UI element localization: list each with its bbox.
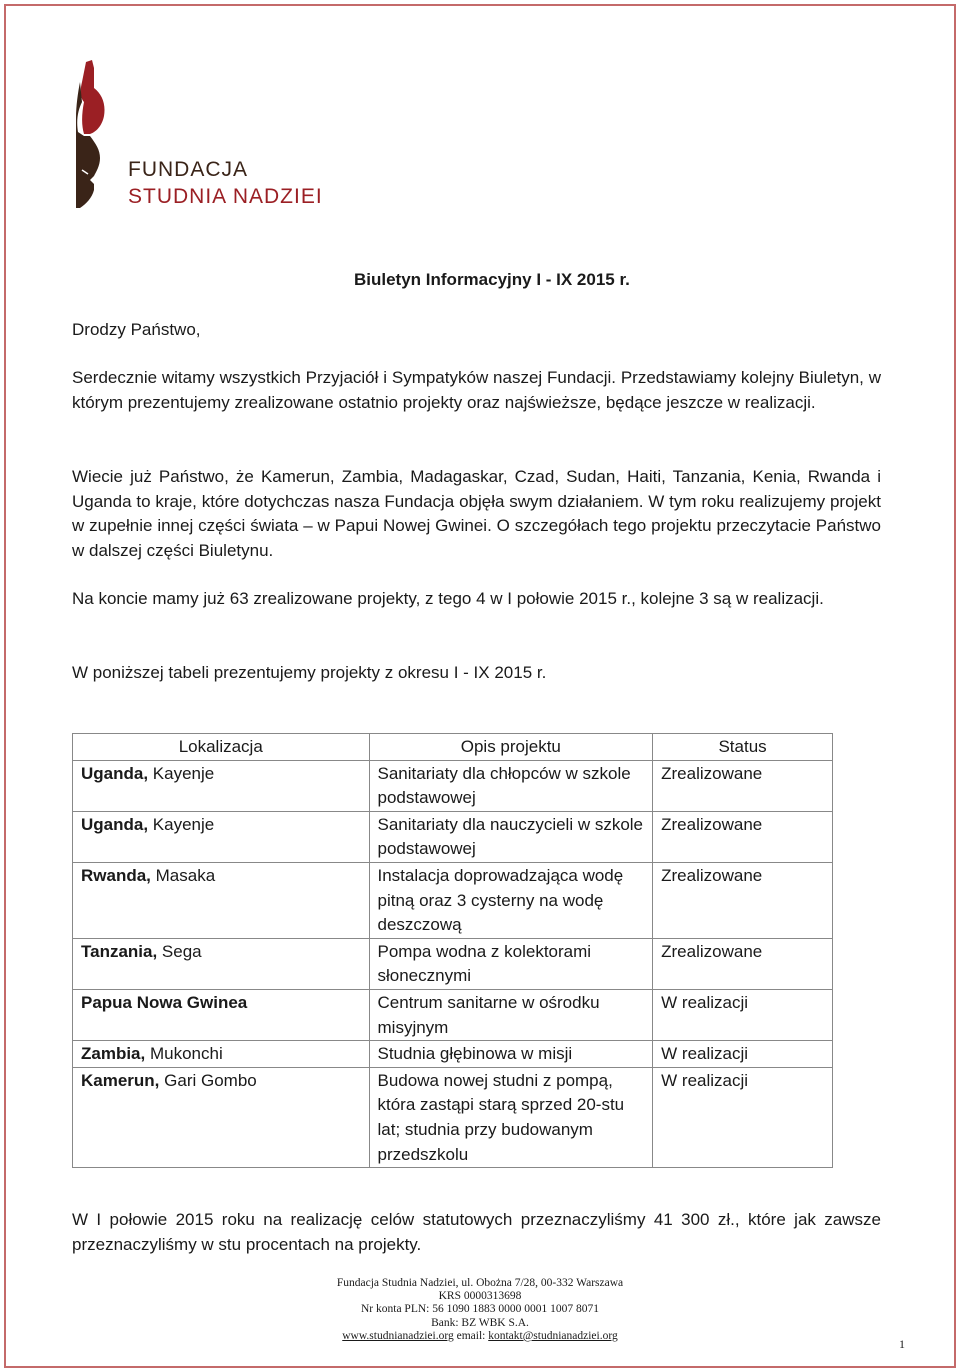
country: Kamerun, <box>81 1070 160 1090</box>
footer-krs: KRS 0000313698 <box>438 1290 522 1303</box>
table-row <box>73 1067 833 1167</box>
country: Papua Nowa Gwinea <box>81 992 248 1012</box>
logo-text-line1: FUNDACJA <box>128 158 249 181</box>
table-row <box>73 989 833 1040</box>
greeting: Drodzy Państwo, <box>72 320 201 339</box>
cell-status: W realizacji <box>653 1041 833 1068</box>
cell-description: Budowa nowej studni z pompą, która zastąpi starą sprzed 20-stu lat; studnia przy budowanym przedszkolu <box>369 1067 653 1167</box>
cell-status: Zrealizowane <box>653 811 833 862</box>
cell-description: Studnia głębinowa w misji <box>369 1041 653 1068</box>
cell-location <box>73 938 370 989</box>
document-title: Biuletyn Informacyjny I - IX 2015 r. <box>354 270 630 289</box>
cell-location <box>73 989 370 1040</box>
cell-description: Sanitariaty dla chłopców w szkole podstawowej <box>369 760 653 811</box>
header-description: Opis projektu <box>369 734 653 761</box>
table-row <box>73 938 833 989</box>
country: Tanzania, <box>81 941 158 961</box>
cell-description: Sanitariaty dla nauczycieli w szkole podstawowej <box>369 811 653 862</box>
page-number: 1 <box>899 1337 905 1351</box>
header-status: Status <box>653 734 833 761</box>
projects-table <box>72 733 833 1168</box>
cell-status: W realizacji <box>653 1067 833 1167</box>
website-link[interactable]: www.studnianadziei.org <box>342 1329 454 1342</box>
foundation-logo <box>72 58 332 218</box>
table-row <box>73 1041 833 1068</box>
country: Rwanda, <box>81 865 151 885</box>
paragraph-intro: Serdecznie witamy wszystkich Przyjaciół i Sympatyków naszej Fundacji. Przedstawiamy kolejny Biuletyn, w którym prezentujemy zrealizowane ostatnio projekty oraz najświeższe, będące jeszcze w realizacji. <box>72 368 881 412</box>
footer-contact <box>280 1330 680 1343</box>
cell-status: Zrealizowane <box>653 938 833 989</box>
place: Gari Gombo <box>159 1070 257 1090</box>
place: Kayenje <box>148 763 215 783</box>
paragraph-project-count: Na koncie mamy już 63 zrealizowane projekty, z tego 4 w I połowie 2015 r., kolejne 3 są w realizacji. <box>72 589 824 608</box>
country: Uganda, <box>81 763 149 783</box>
cell-location <box>73 862 370 938</box>
country: Uganda, <box>81 814 149 834</box>
cell-location <box>73 811 370 862</box>
country: Zambia, <box>81 1044 146 1064</box>
footer-bank-account: Nr konta PLN: 56 1090 1883 0000 0001 1007 8071 <box>361 1303 599 1316</box>
place: Sega <box>157 941 202 961</box>
paragraph-funds: W I połowie 2015 roku na realizację celów statutowych przeznaczyliśmy 41 300 zł., które jak zawsze przeznaczyliśmy w stu procentach na projekty. <box>72 1210 881 1254</box>
paragraph-table-intro: W poniższej tabeli prezentujemy projekty z okresu I - IX 2015 r. <box>72 663 547 682</box>
cell-status: Zrealizowane <box>653 862 833 938</box>
footer-bank-name: Bank: BZ WBK S.A. <box>431 1316 529 1329</box>
header-location: Lokalizacja <box>73 734 370 761</box>
cell-location <box>73 760 370 811</box>
table-row <box>73 811 833 862</box>
table-header-row <box>73 734 833 761</box>
table-row <box>73 760 833 811</box>
logo-text-line2: STUDNIA NADZIEI <box>128 185 323 208</box>
place: Kayenje <box>148 814 215 834</box>
footer <box>280 1277 680 1343</box>
table-row <box>73 862 833 938</box>
place: Mukonchi <box>145 1044 223 1064</box>
place: Masaka <box>150 865 216 885</box>
cell-location <box>73 1067 370 1167</box>
figure-with-vessel-icon <box>72 58 132 218</box>
footer-address: Fundacja Studnia Nadziei, ul. Obożna 7/28, 00-332 Warszawa <box>336 1277 624 1289</box>
cell-status: W realizacji <box>653 989 833 1040</box>
email-link[interactable]: kontakt@studnianadziei.org <box>488 1329 618 1342</box>
cell-status: Zrealizowane <box>653 760 833 811</box>
cell-location <box>73 1041 370 1068</box>
email-label: email: <box>456 1329 486 1342</box>
cell-description: Centrum sanitarne w ośrodku misyjnym <box>369 989 653 1040</box>
cell-description: Instalacja doprowadzająca wodę pitną oraz 3 cysterny na wodę deszczową <box>369 862 653 938</box>
cell-description: Pompa wodna z kolektorami słonecznymi <box>369 938 653 989</box>
paragraph-countries: Wiecie już Państwo, że Kamerun, Zambia, Madagaskar, Czad, Sudan, Haiti, Tanzania, Kenia, Rwanda i Uganda to kraje, które dotychczas nasza Fundacja objęła swym działaniem. W tym roku realizujemy projekt w zupełnie innej części świata – w Papui Nowej Gwinei. O szczegółach tego projektu przeczytacie Państwo w dalszej części Biuletynu. <box>72 467 881 560</box>
